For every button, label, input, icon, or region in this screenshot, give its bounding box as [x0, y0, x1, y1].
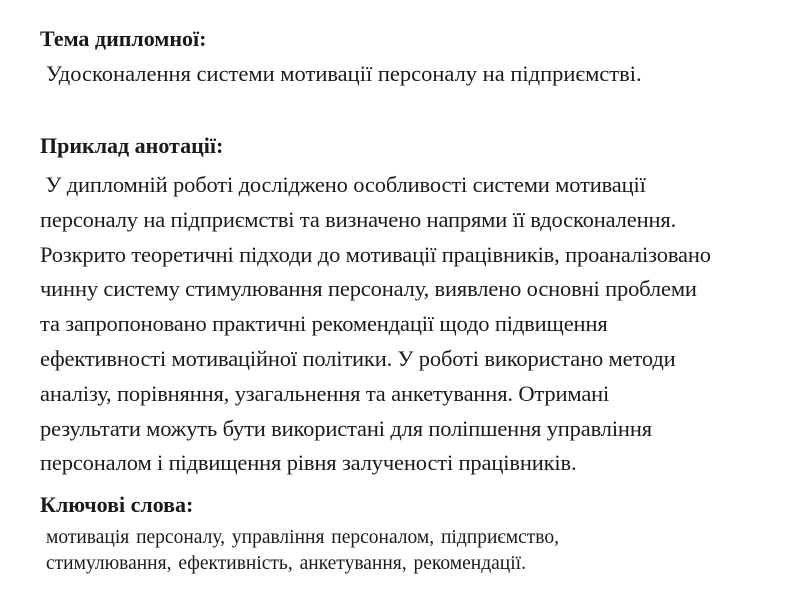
keywords-list: [46, 525, 766, 577]
abstract-line: персоналу на підприємстві та визначено напрями її вдосконалення.: [40, 206, 677, 232]
topic-heading: Тема дипломної:: [40, 26, 207, 51]
abstract-line: чинну систему стимулювання персоналу, виявлено основні проблеми: [40, 276, 697, 302]
abstract-line: Розкрито теоретичні підходи до мотивації працівників, проаналізовано: [40, 241, 711, 267]
keywords-line: стимулювання, ефективність, анкетування, рекомендації.: [46, 553, 526, 574]
keywords-heading: Ключові слова:: [40, 492, 194, 517]
keywords-line: мотивація персоналу, управління персоналом, підприємство,: [46, 527, 559, 548]
abstract-line: ефективності мотиваційної політики. У роботі використано методи: [40, 345, 676, 371]
abstract-heading: Приклад анотації:: [40, 133, 224, 158]
abstract-line: У дипломній роботі досліджено особливості системи мотивації: [40, 172, 646, 197]
abstract-body: [40, 168, 780, 481]
topic-text: Удосконалення системи мотивації персоналу на підприємстві.: [46, 61, 642, 86]
abstract-line: результати можуть бути використані для поліпшення управління: [40, 415, 652, 441]
abstract-line: та запропоновано практичні рекомендації щодо підвищення: [40, 311, 608, 337]
abstract-line: аналізу, порівняння, узагальнення та анкетування. Отримані: [40, 380, 610, 406]
abstract-line: персоналом і підвищення рівня залученості працівників.: [40, 450, 577, 476]
